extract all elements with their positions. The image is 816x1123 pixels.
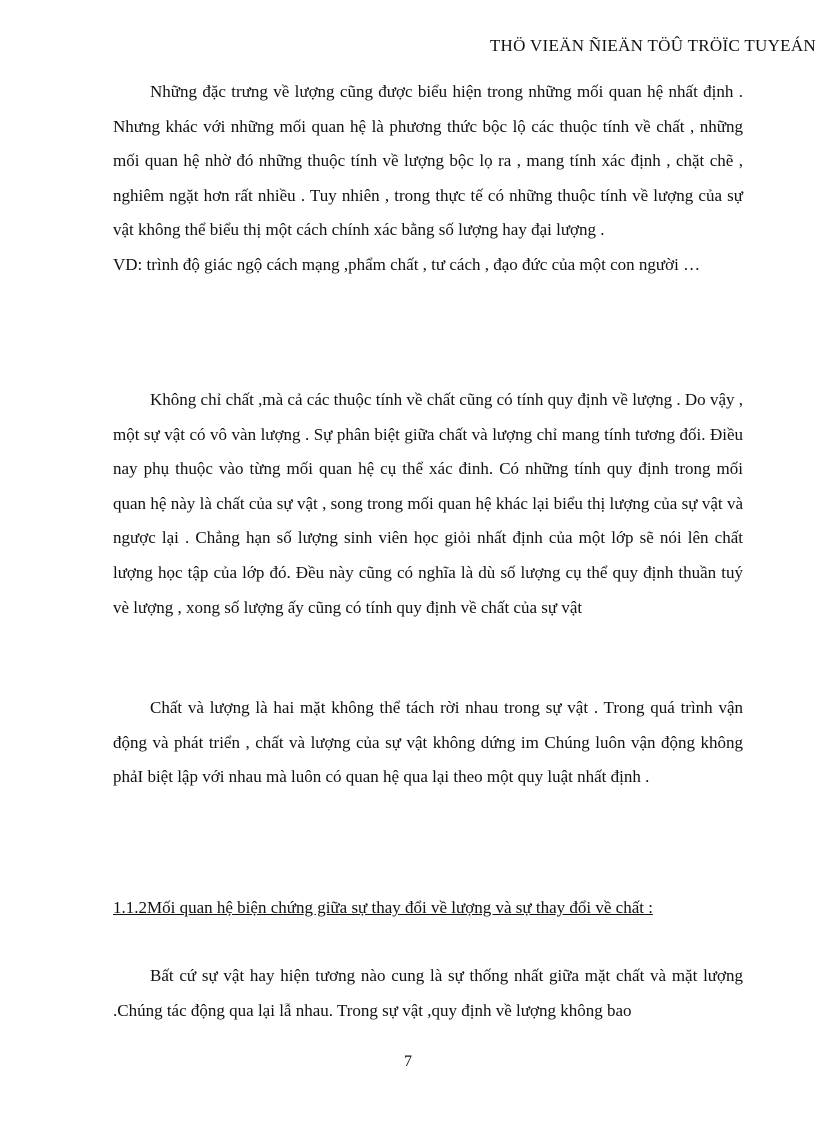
page-header: THÖ VIEÄN ÑIEÄN TÖÛ TRÖÏC TUYEÁN: [489, 36, 816, 55]
text-block-1: [113, 75, 743, 283]
section-heading: 1.1.2Mối quan hệ biện chứng giữa sự thay đổi về lượng và sự thay đổi về chất :: [113, 898, 653, 917]
paragraph-unity: Bất cứ sự vật hay hiện tương nào cung là sự thống nhất giữa mặt chất và mặt lượng .Chúng tác động qua lại lẫ nhau. Trong sự vật ,quy định về lượng không bao: [113, 966, 743, 1020]
paragraph-example: VD: trình độ giác ngộ cách mạng ,phẩm chất , tư cách , đạo đức của một con người …: [113, 254, 701, 274]
paragraph-quality-quantity-relativity: Không chỉ chất ,mà cả các thuộc tính về chất cũng có tính quy định về lượng . Do vậy , một sự vật có vô vàn lượng . Sự phân biệt giữa chất và lượng chỉ mang tính tương đối. Điều nay phụ thuộc vào từng mối quan hệ cụ thể xác đinh. Có những tính quy định trong mối quan hệ này là chất của sự vật , song trong mối quan hệ khác lại biểu thị lượng của sự vật và ngược lại . Chẳng hạn số lượng sinh viên học giỏi nhất định của một lớp sẽ nói lên chất lượng học tập của lớp đó. Đều này cũng có nghĩa là dù số lượng cụ thể quy định thuần tuý vè lượng , xong số lượng ấy cũng có tính quy định về chất của sự vật: [113, 390, 743, 617]
paragraph-quantity-relations: Những đặc trưng về lượng cũng được biểu hiện trong những mối quan hệ nhất định . Nhưng khác với những mối quan hệ là phương thức bộc lộ các thuộc tính về chất , những mối quan hệ nhờ đó những thuộc tính về lượng bộc lọ ra , mang tính xác định , chặt chẽ , nghiêm ngặt hơn rất nhiều . Tuy nhiên , trong thực tế có những thuộc tính về lượng của sự vật không thể biểu thị một cách chính xác bằng số lượng hay đại lượng .: [113, 82, 743, 240]
text-block-3: [113, 691, 743, 795]
paragraph-inseparable-aspects: Chất và lượng là hai mặt không thể tách rời nhau trong sự vật . Trong quá trình vận động và phát triển , chất và lượng của sự vật không dứng im Chúng luôn vận động không phảI biệt lập với nhau mà luôn có quan hệ qua lại theo một quy luật nhất định .: [113, 698, 743, 787]
text-block-2: [113, 383, 743, 625]
text-block-4: [113, 959, 743, 1028]
page-number: 7: [404, 1053, 412, 1070]
